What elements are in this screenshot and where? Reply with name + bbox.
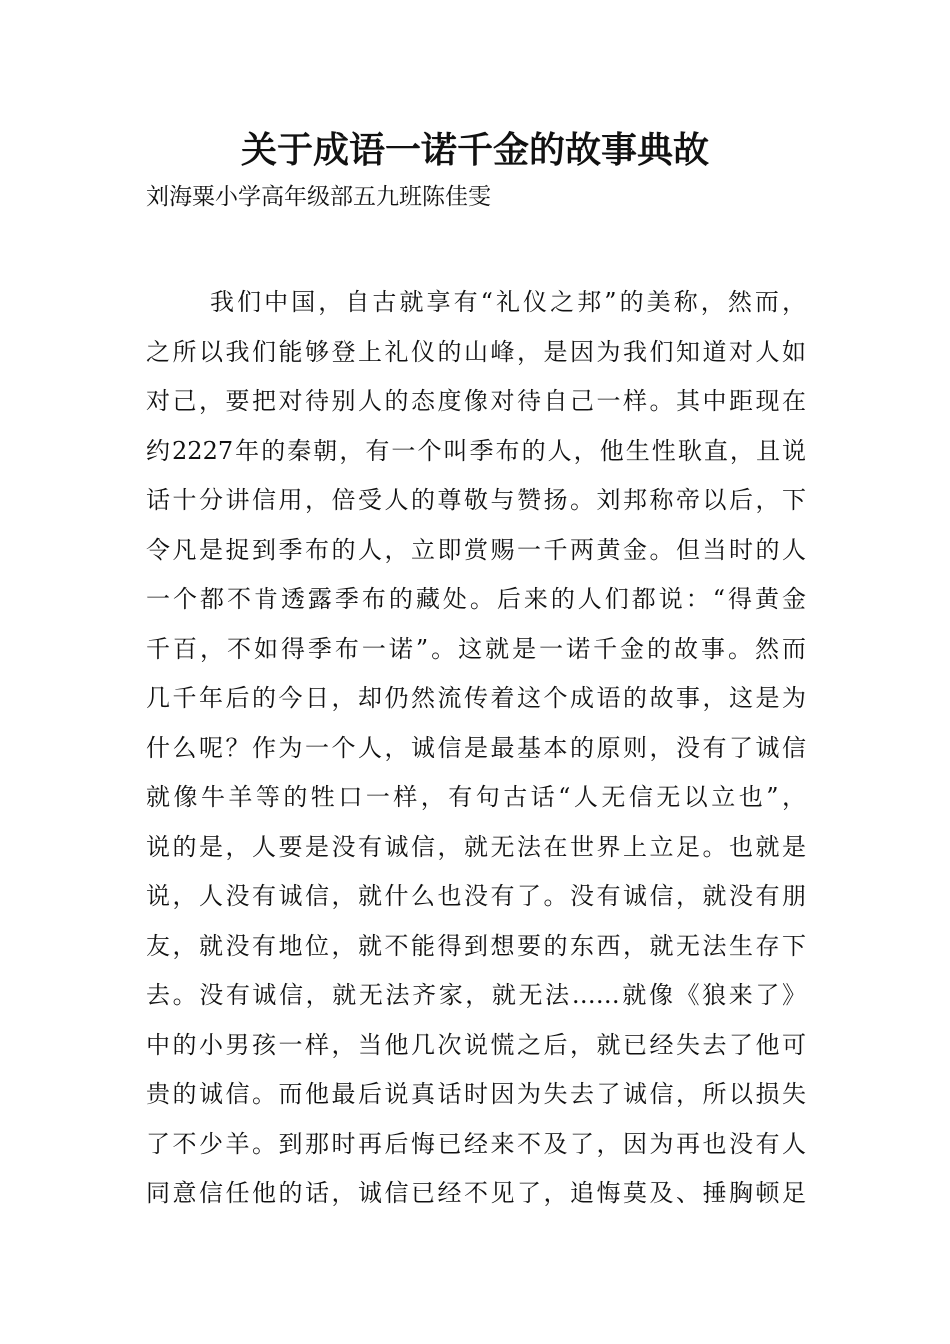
body-line: 了不少羊。到那时再后悔已经来不及了，因为再也没有人 <box>146 1129 806 1158</box>
body-line: 贵的诚信。而他最后说真话时因为失去了诚信，所以损失 <box>146 1080 806 1108</box>
body-line: 去。没有诚信，就无法齐家，就无法……就像《狼来了》 <box>146 981 806 1009</box>
body-line: 中的小男孩一样，当他几次说慌之后，就已经失去了他可 <box>146 1030 806 1059</box>
body-line: 几千年后的今日，却仍然流传着这个成语的故事，这是为 <box>146 684 806 712</box>
document-title: 关于成语一诺千金的故事典故 <box>240 129 709 171</box>
body-line: 什么呢？作为一个人，诚信是最基本的原则，没有了诚信 <box>146 733 806 762</box>
body-text <box>146 278 806 1219</box>
body-line: 约2227年的秦朝，有一个叫季布的人，他生性耿直，且说 <box>146 436 806 465</box>
body-line: 令凡是捉到季布的人，立即赏赐一千两黄金。但当时的人 <box>146 535 806 564</box>
body-line: 话十分讲信用，倍受人的尊敬与赞扬。刘邦称帝以后，下 <box>146 486 806 514</box>
body-line: 千百，不如得季布一诺”。这就是一诺千金的故事。然而 <box>146 634 806 663</box>
author-line: 刘海粟小学高年级部五九班陈佳雯 <box>146 184 491 210</box>
body-line: 同意信任他的话，诚信已经不见了，追悔莫及、捶胸顿足 <box>146 1179 806 1207</box>
body-line: 对己，要把对待别人的态度像对待自己一样。其中距现在 <box>146 387 806 415</box>
body-line: 说的是，人要是没有诚信，就无法在世界上立足。也就是 <box>146 832 806 861</box>
body-line: 之所以我们能够登上礼仪的山峰，是因为我们知道对人如 <box>146 337 806 366</box>
body-line: 我们中国，自古就享有“礼仪之邦”的美称，然而， <box>210 288 806 316</box>
body-line: 一个都不肯透露季布的藏处。后来的人们都说：“得黄金 <box>146 585 806 613</box>
body-line: 说，人没有诚信，就什么也没有了。没有诚信，就没有朋 <box>146 882 806 910</box>
body-line: 就像牛羊等的牲口一样，有句古话“人无信无以立也”， <box>146 783 806 811</box>
body-line: 友，就没有地位，就不能得到想要的东西，就无法生存下 <box>146 931 806 960</box>
